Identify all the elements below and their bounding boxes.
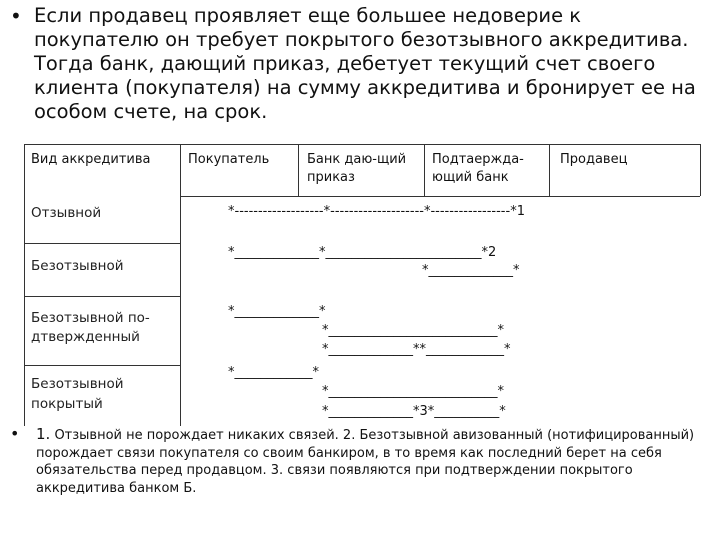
header-confirming-bank-line2: ющий банк — [432, 170, 509, 185]
scheme-irrevocable-line2: *_____________* — [422, 263, 520, 278]
confirm-column-divider — [549, 144, 550, 196]
row-label-irrevocable: Безотзывной — [31, 258, 124, 274]
scheme-confirmed-line2: *__________________________* — [322, 323, 504, 338]
header-bottom-border — [180, 196, 700, 197]
header-type: Вид аккредитива — [31, 152, 151, 167]
header-seller: Продавец — [560, 152, 628, 167]
scheme-covered-line1: *____________* — [228, 365, 319, 380]
footnote-paragraph — [36, 426, 706, 497]
buyer-column-divider — [298, 144, 299, 196]
scheme-confirmed-line3: *_____________**____________* — [322, 342, 511, 357]
footnote-lead: 1. — [36, 425, 51, 443]
row-label-covered-line2: покрытый — [31, 396, 103, 412]
row-label-confirmed-line1: Безотзывной по- — [31, 310, 150, 326]
row-label-confirmed-line2: дтвержденный — [31, 329, 140, 345]
intro-bullet: • — [10, 4, 22, 28]
intro-paragraph: Если продавец проявляет еще большее недоверие к покупателю он требует покрытого безотзывного аккредитива. Тогда банк, дающий приказ, дебетует текущий счет своего клиента (покупателя) на сумму аккредитива и бронирует ее на особом счете, на срок. — [34, 4, 696, 123]
footnote-text: Отзывной не порождает никаких связей. 2. Безотзывной авизованный (нотифицированный) порождает связи покупателя со своим банкиром, в то время как последний берет на себя обязательства перед продавцом. 3. связи появляются при подтверждении покрытого аккредитива банком Б. — [36, 428, 695, 496]
scheme-covered-line2: *__________________________* — [322, 384, 504, 399]
type-column-divider — [180, 144, 181, 426]
table-left-border — [24, 144, 25, 426]
scheme-covered-line3: *_____________*3*__________* — [322, 404, 506, 419]
table-right-border — [700, 144, 701, 196]
scheme-irrevocable-line1: *_____________*________________________*2 — [228, 245, 497, 260]
row-label-covered-line1: Безотзывной — [31, 376, 124, 392]
footnote-bullet: • — [10, 424, 20, 443]
bank-column-divider — [424, 144, 425, 196]
scheme-confirmed-line1: *_____________* — [228, 304, 326, 319]
header-buyer: Покупатель — [188, 152, 270, 167]
scheme-revocable: *-------------------*--------------------*-----------------*1 — [228, 204, 525, 219]
header-confirming-bank-line1: Подтаержда- — [432, 152, 524, 167]
row2-bottom-border — [24, 296, 180, 297]
row1-bottom-border — [24, 243, 180, 244]
table-top-border — [24, 144, 700, 145]
row-label-revocable: Отзывной — [31, 205, 102, 221]
row3-bottom-border — [24, 365, 180, 366]
header-issuing-bank-line1: Банк даю-щий — [307, 152, 407, 167]
header-issuing-bank-line2: приказ — [307, 170, 355, 185]
